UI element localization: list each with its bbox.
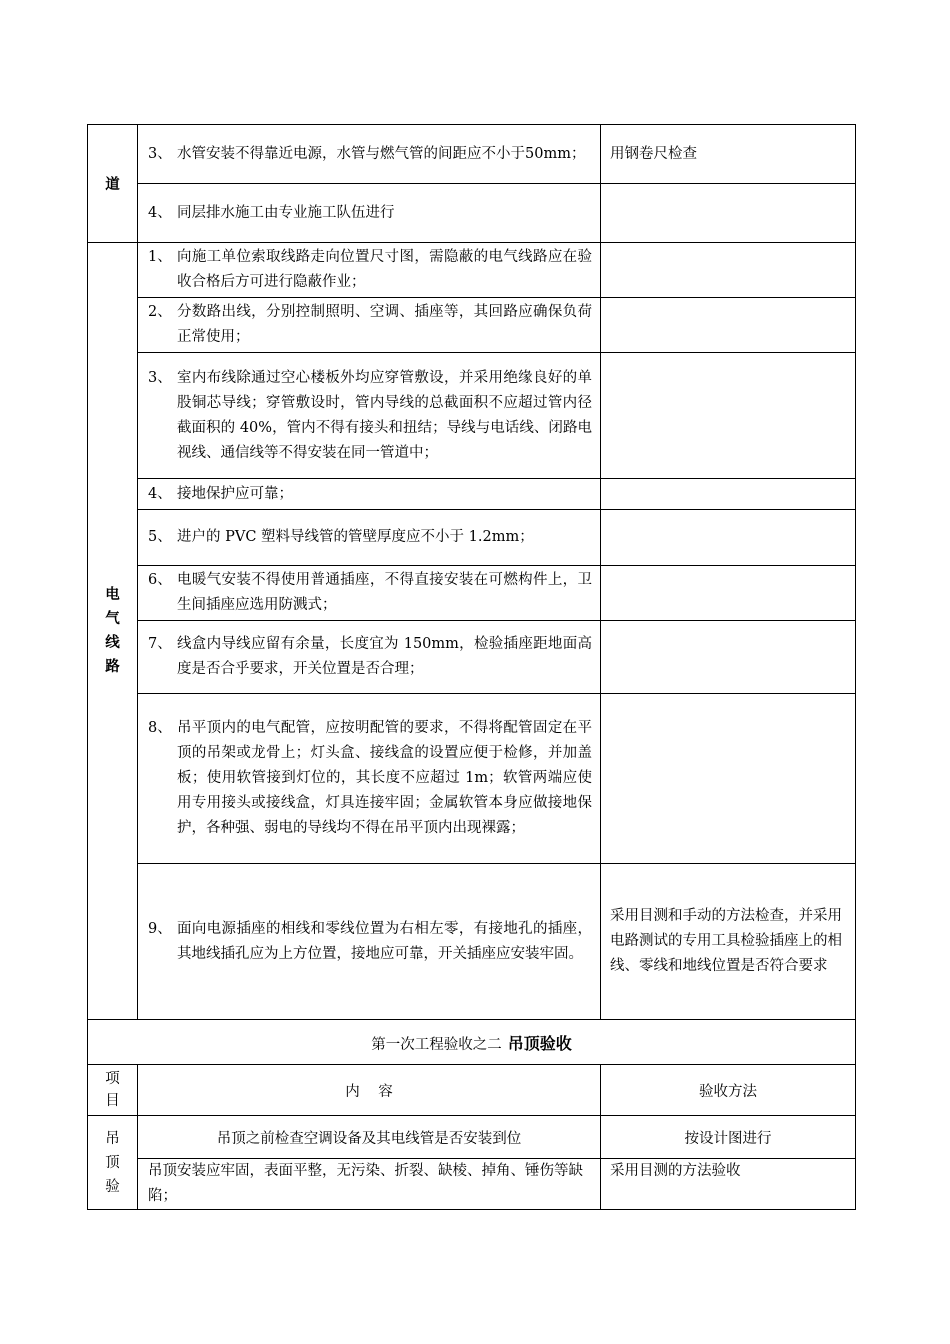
electric-row-3 [88, 353, 856, 479]
water-item-4: 4、 同层排水施工由专业施工队伍进行 [138, 184, 601, 243]
water-row-3 [88, 125, 856, 184]
ceiling-section-heading [88, 1020, 856, 1065]
ceiling-item-1: 吊顶之前检查空调设备及其电线管是否安装到位 [138, 1116, 601, 1159]
electric-row-5 [88, 510, 856, 566]
electric-method-1 [601, 243, 856, 298]
header-content: 内 容 [138, 1065, 601, 1116]
electric-category: 电 气 线 路 [88, 243, 138, 1020]
ceiling-row-1 [88, 1116, 856, 1159]
electric-row-9 [88, 864, 856, 1020]
electric-method-9: 采用目测和手动的方法检查，并采用电路测试的专用工具检验插座上的相线、零线和地线位置是否符合要求 [601, 864, 856, 1020]
ceiling-row-2 [88, 1159, 856, 1210]
electric-item-3: 3、 室内布线除通过空心楼板外均应穿管敷设，并采用绝缘良好的单股铜芯导线；穿管敷设时，管内导线的总截面积不应超过管内径截面积的 40%，管内不得有接头和扭结；导线与电话线、闭路电视线、通信线等不得安装在同一管道中； [138, 353, 601, 479]
electric-method-2 [601, 298, 856, 353]
electric-row-7 [88, 621, 856, 694]
ceiling-method-1: 按设计图进行 [601, 1116, 856, 1159]
electric-row-4 [88, 479, 856, 510]
electric-item-4: 4、 接地保护应可靠； [138, 479, 601, 510]
acceptance-table [87, 124, 856, 1210]
ceiling-section-heading-row [88, 1020, 856, 1065]
section-title: 吊顶验收 [507, 1033, 572, 1053]
electric-item-2: 2、 分数路出线，分别控制照明、空调、插座等，其回路应确保负荷正常使用； [138, 298, 601, 353]
electric-item-5: 5、 进户的 PVC 塑料导线管的管壁厚度应不小于 1.2mm； [138, 510, 601, 566]
ceiling-method-2: 采用目测的方法验收 [601, 1159, 856, 1210]
water-category: 道 [88, 125, 138, 243]
electric-method-5 [601, 510, 856, 566]
section-prefix: 第一次工程验收之二 [371, 1036, 502, 1053]
electric-method-4 [601, 479, 856, 510]
ceiling-category: 吊 顶 验 [88, 1116, 138, 1210]
header-item: 项 目 [88, 1065, 138, 1116]
electric-method-8 [601, 694, 856, 864]
water-method-4 [601, 184, 856, 243]
electric-item-7: 7、 线盒内导线应留有余量，长度宜为 150mm，检验插座距地面高度是否合乎要求，开关位置是否合理； [138, 621, 601, 694]
electric-row-1 [88, 243, 856, 298]
ceiling-item-2: 吊顶安装应牢固，表面平整，无污染、折裂、缺棱、掉角、锤伤等缺陷； [138, 1159, 601, 1210]
water-row-4 [88, 184, 856, 243]
electric-row-6 [88, 566, 856, 621]
electric-method-3 [601, 353, 856, 479]
water-method-3: 用钢卷尺检查 [601, 125, 856, 184]
water-item-3: 3、 水管安装不得靠近电源，水管与燃气管的间距应不小于50mm； [138, 125, 601, 184]
electric-item-6: 6、 电暖气安装不得使用普通插座，不得直接安装在可燃构件上，卫生间插座应选用防溅式； [138, 566, 601, 621]
electric-row-2 [88, 298, 856, 353]
header-method: 验收方法 [601, 1065, 856, 1116]
electric-item-8: 8、 吊平顶内的电气配管，应按明配管的要求，不得将配管固定在平顶的吊架或龙骨上；灯头盒、接线盒的设置应便于检修，并加盖板；使用软管接到灯位的，其长度不应超过 1m；软管两端应使用专用接头或接线盒，灯具连接牢固；金属软管本身应做接地保护，各种强、弱电的导线均不得在吊平顶内出现裸露； [138, 694, 601, 864]
electric-item-9: 9、 面向电源插座的相线和零线位置为右相左零，有接地孔的插座，其地线插孔应为上方位置，接地应可靠，开关插座应安装牢固。 [138, 864, 601, 1020]
electric-row-8 [88, 694, 856, 864]
electric-method-7 [601, 621, 856, 694]
ceiling-header-row [88, 1065, 856, 1116]
electric-item-1: 1、 向施工单位索取线路走向位置尺寸图，需隐蔽的电气线路应在验收合格后方可进行隐蔽作业； [138, 243, 601, 298]
electric-method-6 [601, 566, 856, 621]
